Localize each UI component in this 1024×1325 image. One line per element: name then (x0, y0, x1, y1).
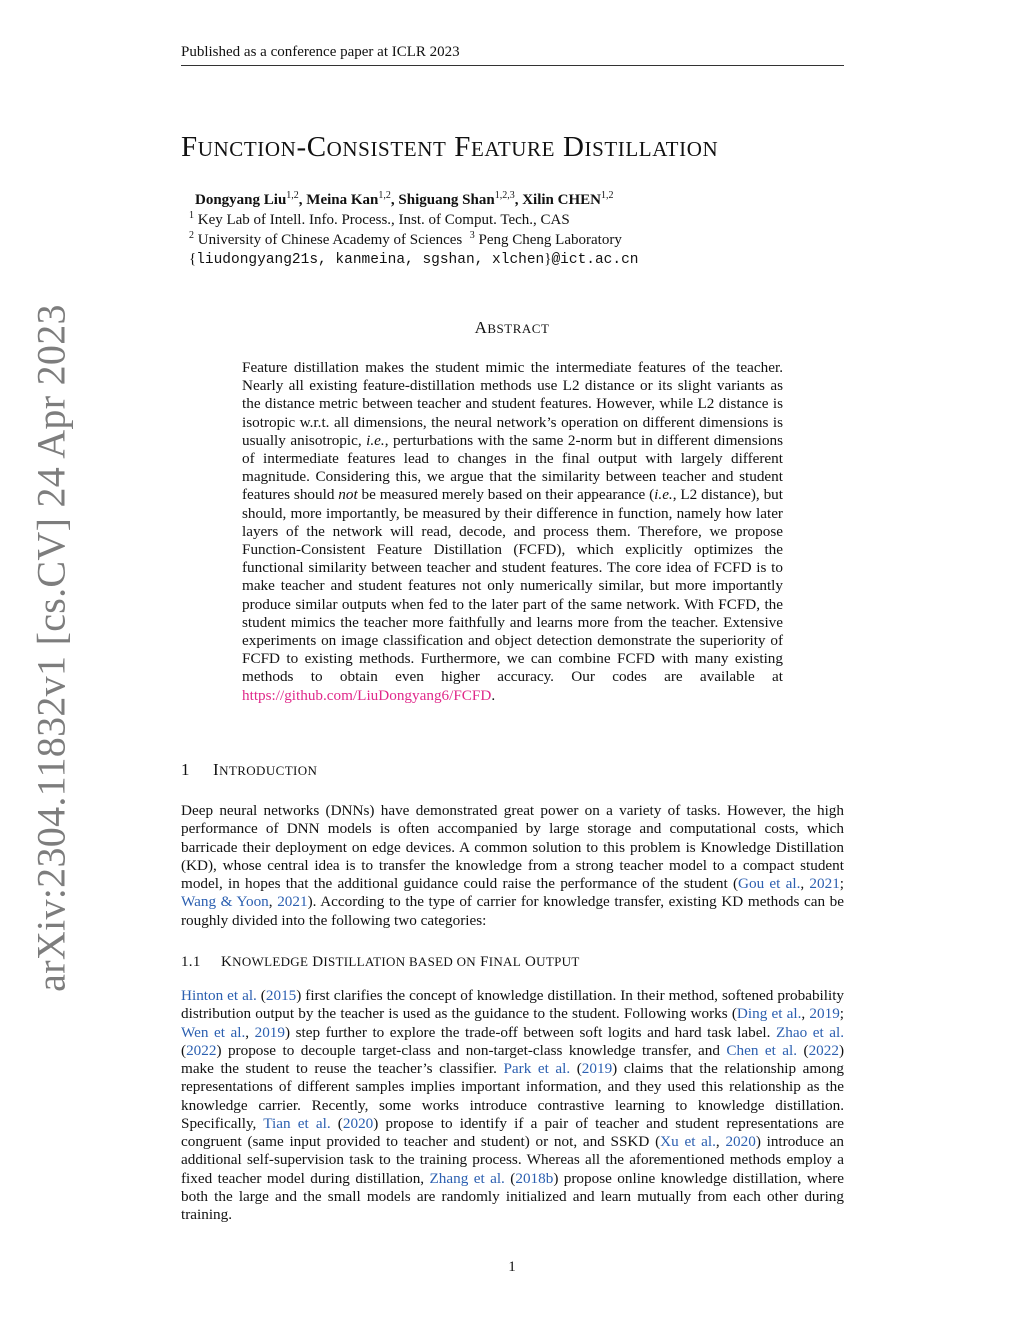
citation-link[interactable]: Ding et al. (736, 1005, 802, 1023)
citation-link[interactable]: Xu et al. (660, 1133, 716, 1150)
citation-link[interactable]: Tian et al. (263, 1114, 331, 1132)
citation-link[interactable]: 2019 (809, 1005, 840, 1023)
paper-title: FUNCTION-CONSISTENT FEATURE DISTILLATION (181, 131, 719, 163)
citation-link[interactable]: 2022 (808, 1041, 839, 1059)
citation-link[interactable]: 2018b (515, 1169, 554, 1187)
intro-paragraph: Deep neural networks (DNNs) have demonstrated great power on a variety of tasks. However, the high performance of DNN models is often accompanied by large storage and computational costs, which barricade their deployment on edge devices. A common solution to this problem is Knowledge Distillation (KD), whose central idea is to transfer the knowledge from a strong teacher model to a compact student model, in hopes that the additional guidance could raise the performance of the student (Gou et al., 2021; Wang & Yoon, 2021). According to the type of carrier for knowledge transfer, existing KD methods can be roughly divided into the following two categories: (181, 802, 845, 929)
author-name: Meina Kan (306, 192, 379, 208)
citation-link[interactable]: 2022 (186, 1041, 217, 1059)
author-emails: {liudongyang21s, kanmeina, sgshan, xlchen}@ict.ac.cn (189, 251, 639, 268)
citation-link[interactable]: Wen et al. (181, 1023, 246, 1041)
author-list: Dongyang Liu$^{1,2}$, Meina Kan$^{1,2}$, Shiguang Shan$^{1,2,3}$, Xilin CHEN$^{1,2}$ (195, 190, 614, 208)
abstract-heading: ABSTRACT (474, 318, 550, 337)
citation-link[interactable]: 2019 (254, 1023, 285, 1041)
citation-link[interactable]: Chen et al. (726, 1041, 798, 1059)
running-header: Published as a conference paper at ICLR 2023 (181, 44, 460, 60)
affiliation-2: $^2$ University of Chinese Academy of Sciences $^3$ Peng Cheng Laboratory (189, 230, 622, 248)
citation-link[interactable]: 2019 (581, 1060, 613, 1077)
header-rule (181, 65, 844, 66)
page-number: 1 (508, 1259, 516, 1275)
citation-link[interactable]: Zhao et al. (776, 1023, 845, 1041)
section-heading-introduction: 1 INTRODUCTION (181, 760, 318, 779)
citation-link[interactable]: Wang & Yoon (181, 893, 269, 911)
citation-link[interactable]: Zhang et al. (429, 1169, 505, 1187)
citation-link[interactable]: 2020 (725, 1133, 756, 1150)
author-name: Dongyang Liu (195, 192, 287, 208)
abstract-body: Feature distillation makes the student mimic the intermediate features of the teacher. Nearly all existing feature-distillation methods use L2 distance or its slight variants as the distance metric between teacher and student features. However, while L2 distance is isotropic w.r.t. all dimensions, the neural network’s operation on different dimensions is usually anisotropic, i.e., perturbations with the same 2-norm but in different dimensions of intermediate features lead to changes in the final output with largely different magnitude. Considering this, we argue that the similarity between teacher and student features should not be measured merely based on their appearance (i.e., L2 distance), but should, more importantly, be measured by their difference in function, namely how later layers of the network will read, decode, and process them. Therefore, we propose Function-Consistent Feature Distillation (FCFD), which explicitly optimizes the functional similarity between teacher and student features. The core idea of FCFD is to make teacher and student features not only numerically similar, but more importantly produce similar outputs when fed to the later part of the same network. With FCFD, the student mimics the teacher more faithfully and learns more from the teacher. Extensive experiments on image classification and object detection demonstrate the superiority of FCFD to existing methods. Furthermore, we can combine FCFD with many existing methods to obtain even higher accuracy. Our codes are available at https://github.com/LiuDongyang6/FCFD. (242, 359, 783, 704)
arxiv-identifier: arXiv:2304.11832v1 [cs.CV] 24 Apr 2023 (28, 304, 74, 992)
author-name: Xilin CHEN (522, 192, 601, 208)
citation-link[interactable]: Hinton et al. (181, 987, 257, 1004)
citation-link[interactable]: Gou et al. (738, 875, 801, 892)
citation-link[interactable]: 2021 (809, 875, 840, 892)
code-link[interactable]: https://github.com/LiuDongyang6/FCFD (242, 686, 492, 704)
citation-link[interactable]: 2015 (265, 987, 297, 1004)
author-name: Shiguang Shan (398, 192, 495, 208)
citation-link[interactable]: 2020 (342, 1114, 374, 1132)
citation-link[interactable]: 2021 (277, 893, 308, 911)
kd-final-output-paragraph: Hinton et al. (2015) first clarifies the concept of knowledge distillation. In their method, softened probability distribution output by the teacher is used as the guidance to the student. Following works (Ding et al., 2019; Wen et al., 2019) step further to explore the trade-off between soft logits and hard task label. Zhao et al. (2022) propose to decouple target-class and non-target-class knowledge transfer, and Chen et al. (2022) make the student to reuse the teacher’s classifier. Park et al. (2019) claims that the relationship among representations of different samples implies important information, and they used this relationship as the knowledge carrier. Recently, some works introduce contrastive learning to knowledge distillation. Specifically, Tian et al. (2020) propose to identify if a pair of teacher and student representations are congruent (same input provided to teacher and student) or not, and SSKD (Xu et al., 2020) introduce an additional self-supervision task to the training process. Whereas all the aforementioned methods employ a fixed teacher model during distillation, Zhang et al. (2018b) propose online knowledge distillation, where both the large and the small models are randomly initialized and learn mutually from each other during training. (181, 987, 845, 1223)
affiliation-1: $^1$ Key Lab of Intell. Info. Process., Inst. of Comput. Tech., CAS (189, 210, 570, 228)
citation-link[interactable]: Park et al. (503, 1060, 571, 1077)
subsection-heading: 1.1 KNOWLEDGE DISTILLATION BASED ON FINAL OUTPUT (181, 954, 580, 970)
